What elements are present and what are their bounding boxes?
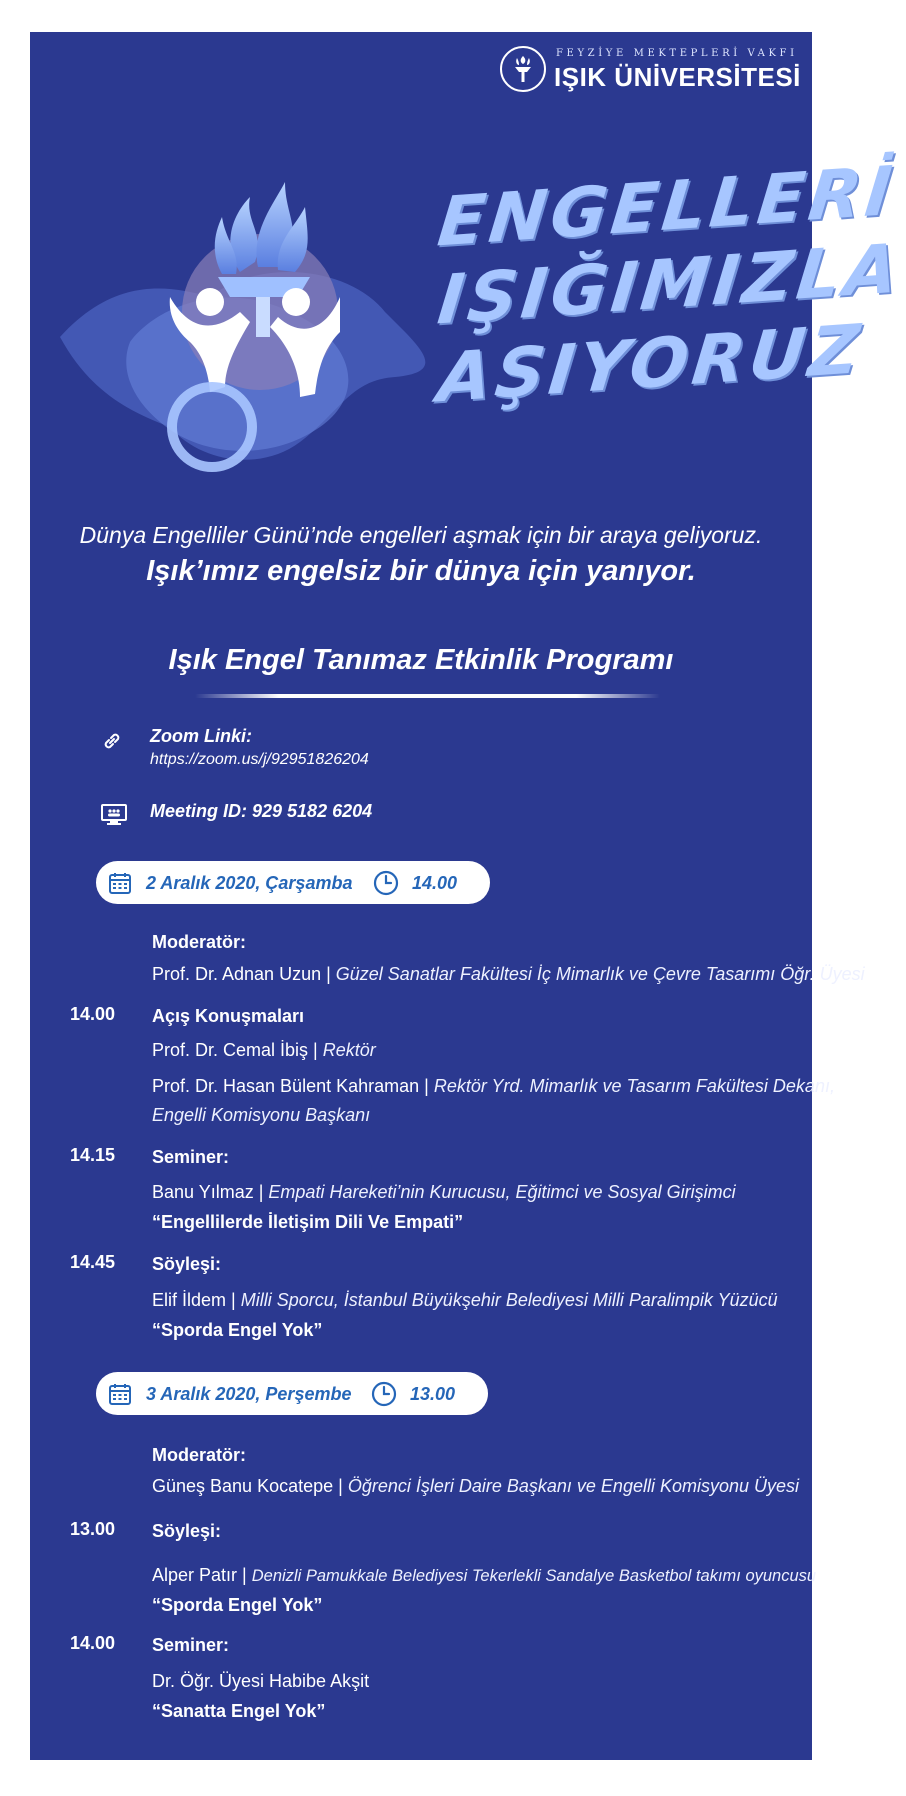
speaker: Prof. Dr. Hasan Bülent Kahraman | Rektör Yrd. Mimarlık ve Tasarım Fakültesi Dekanı, [152, 1076, 835, 1096]
day2-time: 13.00 [410, 1384, 456, 1404]
person-role: Denizli Pamukkale Belediyesi Tekerlekli Sandalye Basketbol takımı oyuncusu [251, 1567, 817, 1585]
accessibility-torch-illustration [50, 162, 470, 492]
moderator-heading: Moderatör: [152, 932, 246, 952]
speaker: Prof. Dr. Cemal İbiş | Rektör [152, 1040, 376, 1060]
day1-date-badge [96, 861, 490, 904]
session-time: 13.00 [70, 1519, 116, 1539]
session-time: 14.00 [70, 1004, 116, 1024]
day2-date: 3 Aralık 2020, Perşembe [146, 1384, 352, 1404]
calendar-icon [108, 1382, 132, 1406]
session-time: 14.15 [70, 1145, 116, 1165]
slogan-line: IŞIĞIMIZLA [434, 229, 906, 341]
person-role: Empati Hareketi’nin Kurucusu, Eğitimci ve Sosyal Girişimci [268, 1182, 736, 1202]
session-topic: “Sporda Engel Yok” [152, 1595, 323, 1615]
meeting-id: Meeting ID: 929 5182 6204 [150, 801, 373, 821]
intro-tagline: Işık’ımız engelsiz bir dünya için yanıyor. [146, 555, 696, 587]
day1-date: 2 Aralık 2020, Çarşamba [146, 873, 353, 893]
university-logo [500, 42, 801, 102]
person-name: Güneş Banu Kocatepe [152, 1476, 334, 1496]
person-role: Rektör Yrd. Mimarlık ve Tasarım Fakültesi Dekanı, [433, 1076, 835, 1096]
program-title: Işık Engel Tanımaz Etkinlik Programı [168, 644, 674, 676]
slogan-line: ENGELLERİ [434, 152, 900, 263]
session-topic: “Sanatta Engel Yok” [152, 1701, 326, 1721]
person-role: Öğrenci İşleri Daire Başkanı ve Engelli Komisyonu Üyesi [347, 1476, 800, 1496]
day1-time: 14.00 [412, 873, 458, 893]
foundation-name: FEYZİYE MEKTEPLERİ VAKFI [556, 48, 798, 59]
person-role: Güzel Sanatlar Fakültesi İç Mimarlık ve Çevre Tasarımı Öğr. Üyesi [335, 964, 865, 984]
session-title: Seminer: [152, 1147, 230, 1167]
person-name: Banu Yılmaz [152, 1182, 254, 1202]
calendar-icon [108, 871, 132, 895]
session-time: 14.00 [70, 1633, 116, 1653]
slogan-line: AŞIYORUZ [434, 310, 868, 419]
speaker: Elif İldem | Milli Sporcu, İstanbul Büyükşehir Belediyesi Milli Paralimpik Yüzücü [152, 1290, 778, 1310]
session-title: Açış Konuşmaları [152, 1006, 305, 1026]
event-poster [30, 32, 906, 1760]
person-name: Elif İldem [152, 1290, 227, 1310]
moderator: Prof. Dr. Adnan Uzun | Güzel Sanatlar Fakültesi İç Mimarlık ve Çevre Tasarımı Öğr. Üyesi [152, 964, 865, 984]
session-title: Seminer: [152, 1635, 230, 1655]
event-slogan [434, 152, 906, 419]
person-name: Prof. Dr. Cemal İbiş [152, 1040, 309, 1060]
moderator-heading: Moderatör: [152, 1445, 246, 1465]
session-title: Söyleşi: [152, 1254, 222, 1274]
clock-icon [371, 1381, 397, 1407]
person-role: Milli Sporcu, İstanbul Büyükşehir Belediyesi Milli Paralimpik Yüzücü [240, 1290, 778, 1310]
link-icon [100, 729, 124, 753]
intro-line: Dünya Engelliler Günü’nde engelleri aşmak için bir araya geliyoruz. [79, 522, 763, 548]
zoom-link-label: Zoom Linki: [150, 726, 252, 746]
monitor-icon [100, 802, 128, 826]
person-name: Prof. Dr. Adnan Uzun [152, 964, 322, 984]
speaker: Banu Yılmaz | Empati Hareketi’nin Kurucusu, Eğitimci ve Sosyal Girişimci [152, 1182, 736, 1202]
person-name: Alper Patır [152, 1565, 238, 1585]
day2-date-badge [96, 1372, 488, 1415]
torch-emblem-icon [500, 46, 546, 92]
session-topic: “Sporda Engel Yok” [152, 1320, 323, 1340]
speaker: Alper Patır | Denizli Pamukkale Belediyesi Tekerlekli Sandalye Basketbol takımı oyuncusu [152, 1565, 817, 1585]
person-role-continued: Engelli Komisyonu Başkanı [152, 1105, 371, 1125]
session-title: Söyleşi: [152, 1521, 222, 1541]
zoom-link[interactable]: https://zoom.us/j/92951826204 [150, 751, 369, 768]
person-name: Prof. Dr. Hasan Bülent Kahraman [152, 1076, 425, 1096]
university-name: IŞIK ÜNİVERSİTESİ [554, 62, 801, 92]
clock-icon [373, 870, 399, 896]
speaker-name: Dr. Öğr. Üyesi Habibe Akşit [152, 1671, 370, 1691]
moderator: Güneş Banu Kocatepe | Öğrenci İşleri Daire Başkanı ve Engelli Komisyonu Üyesi [152, 1476, 800, 1496]
person-role: Rektör [322, 1040, 376, 1060]
session-time: 14.45 [70, 1252, 116, 1272]
title-divider [195, 694, 660, 698]
session-topic: “Engellilerde İletişim Dili Ve Empati” [152, 1212, 464, 1232]
